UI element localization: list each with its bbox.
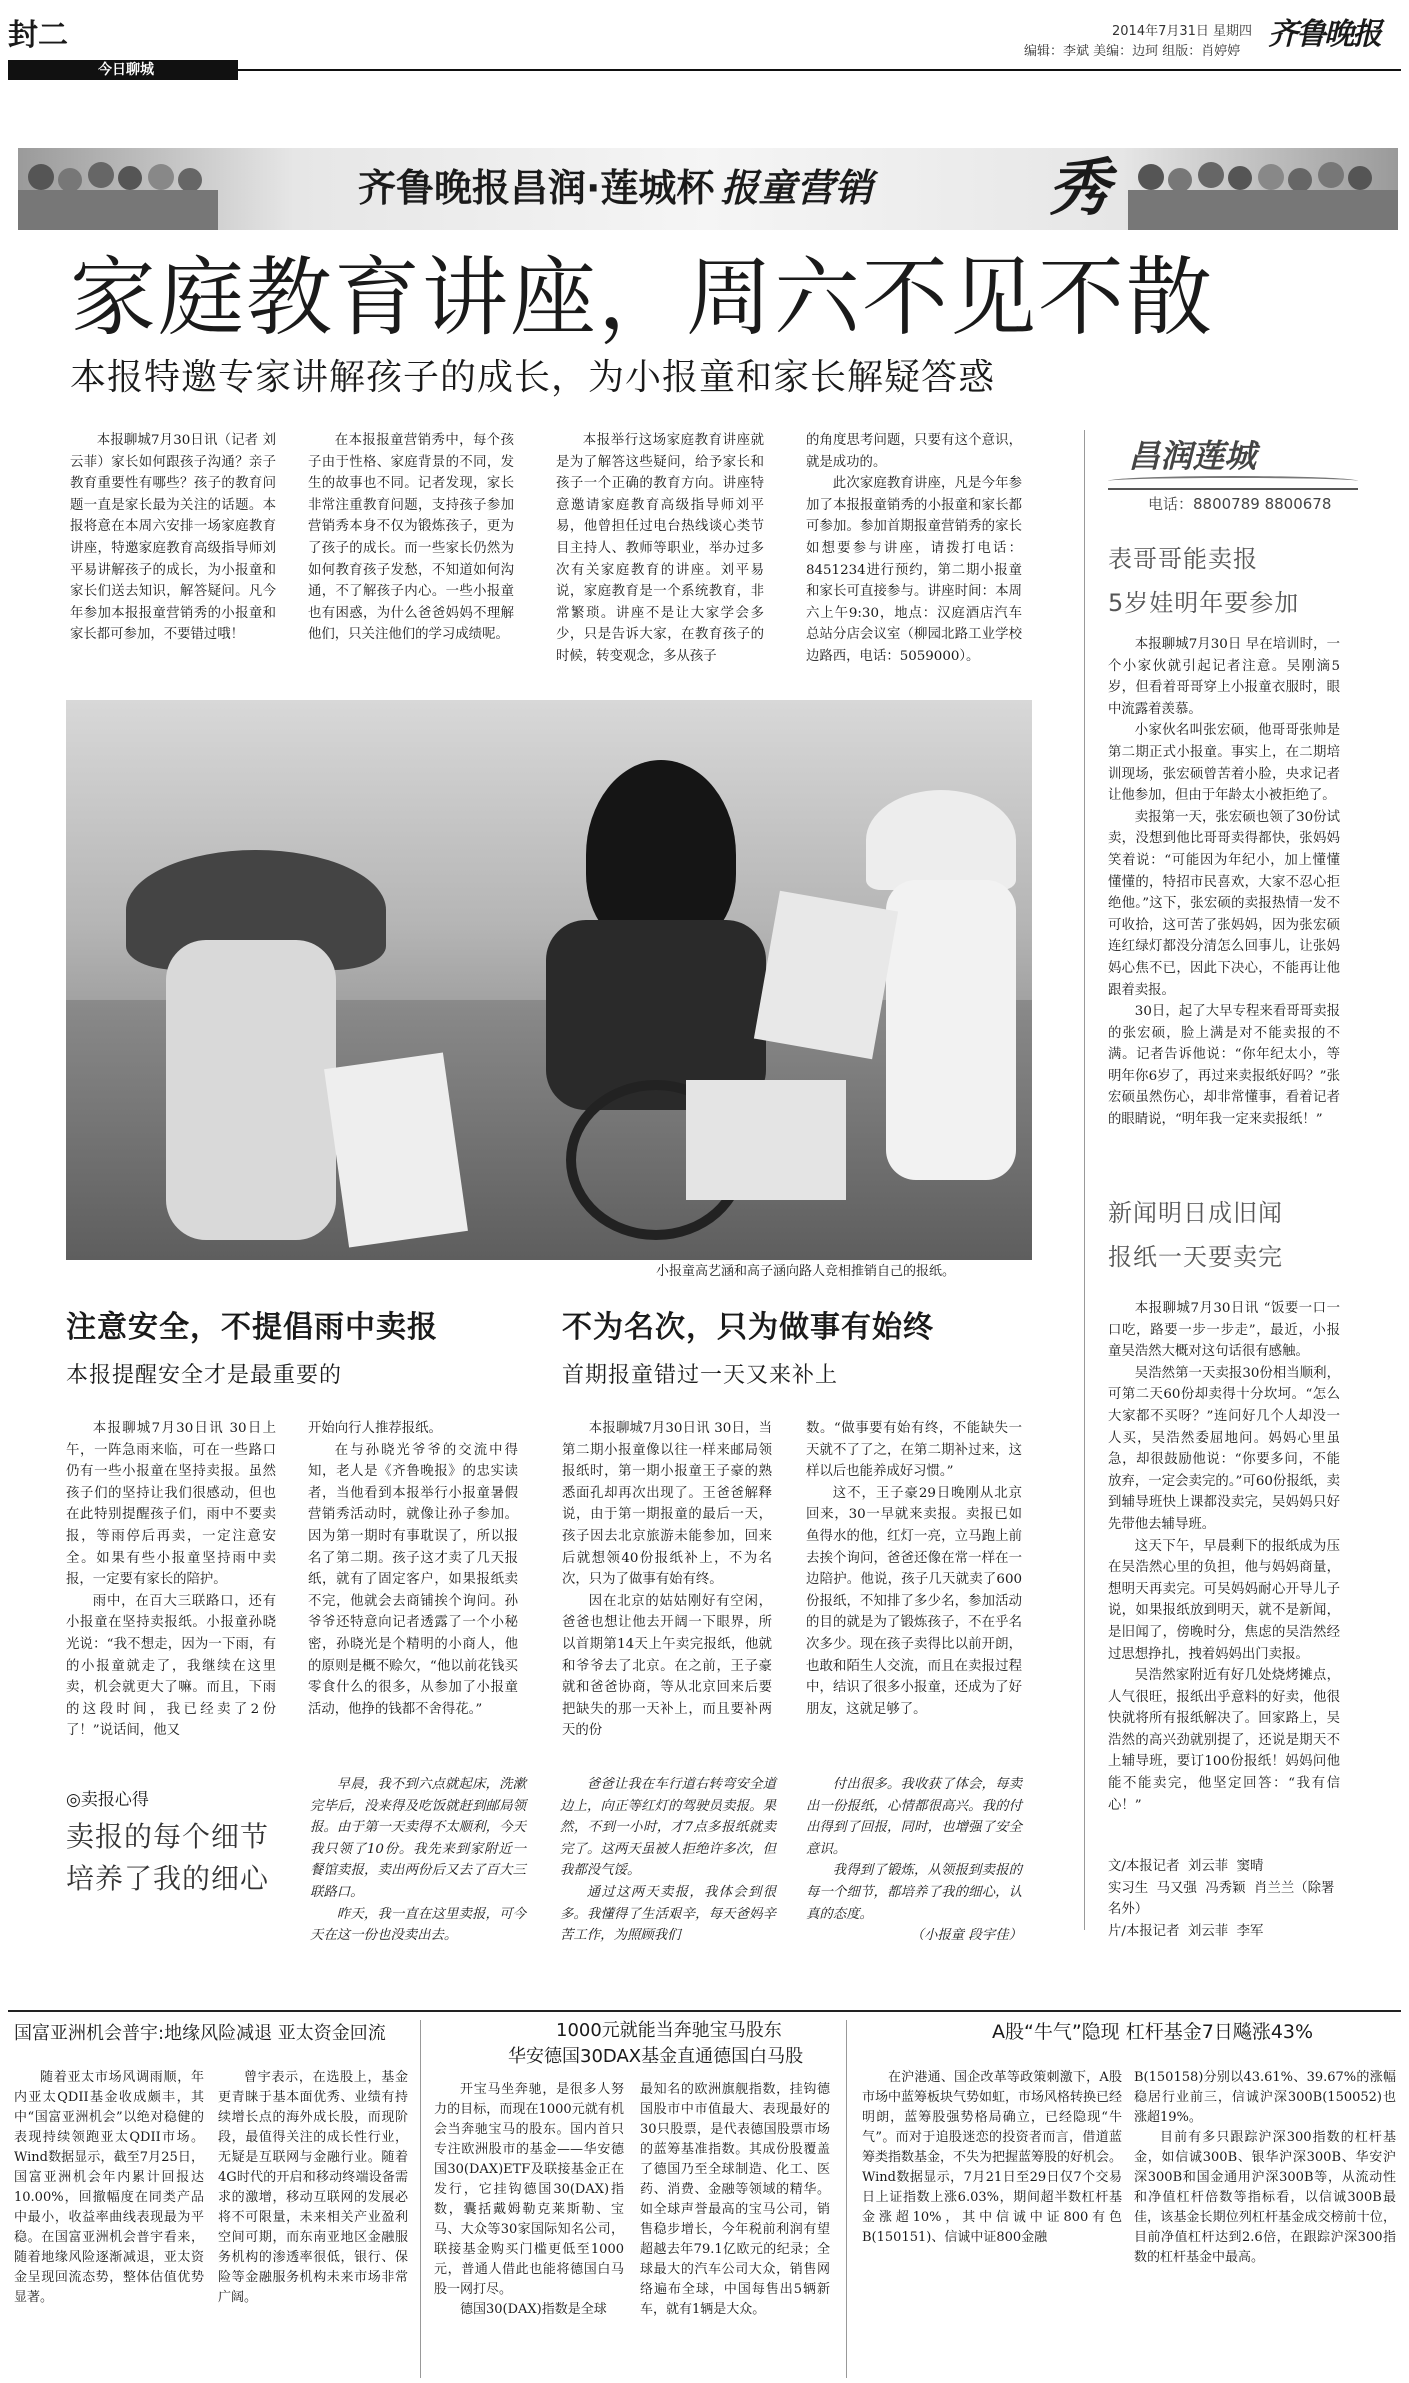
banner-title-emphasis: 报童营销 [720, 166, 873, 210]
main-story-col4: 的角度思考问题，只要有这个意识，就是成功的。 此次家庭教育讲座，凡是今年参加了本报报童销秀的小报童和家长都可参加。参加首期报童营销秀的家长如想要参与讲座，请拨打电话：8451234进行预约，第二期小报童和家长可直接参与。讲座时间：本周六上午9:30，地点：汉庭酒店汽车总站分店会议室（柳园北路工业学校边路西，电话：5059000）。 [806, 433, 1022, 664]
banner-title: 齐鲁晚报昌润·莲城杯 报童营销 [358, 166, 873, 210]
finance-c-col2: B(150158)分别以43.61%、39.67%的涨幅稳居行业前三，信诚沪深300B(150052)也涨超19%。 目前有多只跟踪沪深300指数的杠杆基金，如信诚300B、银华沪深300B、华安沪深300B和国金通用沪深300B等，从流动性和净值杠杆倍数等指标看，以信诚300B最佳，该基金长期位列杠杆基金成交榜前十位，目前净值杠杆达到2.6倍，在跟踪沪深300指数的杠杆基金中最高。 [1134, 2070, 1396, 2265]
finance-a-title: 国富亚洲机会普宇:地缘风险减退 亚太资金回流 [14, 2023, 386, 2044]
persistence-headline: 不为名次，只为做事有始终 [562, 1310, 934, 1345]
sidebar-story2: 本报聊城7月30日讯 “饭要一口一口吃，路要一步一步走”，最近，小报童吴浩然大概对这句话很有感触。 吴浩然第一天卖报30份相当顺利，可第二天60份却卖得十分坎坷。“怎么大家都不买呀？”连问好几个人却没一人买，吴浩然委屈地问。妈妈心里虽急，却很鼓励他说：“你要多问，不能放弃，一定会卖完的。”可60份报纸，卖到辅导班快上课都没卖完，吴妈妈只好先带他去辅导班。 这天下午，早晨剩下的报纸成为压在吴浩然心里的负担，他与妈妈商量，想明天再卖完。可吴妈妈耐心开导儿子说，如果报纸放到明天，就不是新闻，是旧闻了，傍晚时分，焦虑的吴浩然经过思想挣扎，拽着妈妈出门卖报。 吴浩然家附近有好几处烧烤摊点，人气很旺，报纸出乎意料的好卖，他很快就将所有报纸解决了。回家路上，吴浩然的高兴劲就别提了，还说是期天不上辅导班，要订100份报纸！妈妈问他能不能卖完，他坚定回答：“我有信心！” [1108, 1301, 1340, 1813]
main-subheadline: 本报特邀专家讲解孩子的成长，为小报童和家长解疑答惑 [70, 357, 996, 398]
safety-col2: 开始向行人推荐报纸。 在与孙晓光爷爷的交流中得知，老人是《齐鲁晚报》的忠实读者，当他看到本报举行小报童暑假营销秀活动时，就像让孙子参加。因为第一期时有事耽误了，所以报名了第二期。孩子这才卖了几天报纸，就有了固定客户，如果报纸卖不完，他就会去商铺挨个询问。孙爷爷还特意向记者透露了一个小秘密，孙晓光是个精明的小商人，他的原则是概不赊欠，“他以前花钱买零食什么的很多，从参加了小报童活动，他挣的钱都不舍得花。” [308, 1421, 518, 1717]
editor-credits: 编辑：李斌 美编：边珂 组版：肖婷婷 [1024, 44, 1241, 59]
finance-a-col2: 曾宇表示，在选股上，基金更青睐于基本面优秀、业绩有持续增长点的海外成长股，而现阶段，最值得关注的成长性行业，无疑是互联网与金融行业。随着4G时代的开启和移动终端设备需求的激增，移动互联网的发展必将不可限量，未来相关产业盈利空间可期，而东南亚地区金融服务机构的渗透率很低，银行、保险等金融服务机构未来市场非常广阔。 [218, 2070, 408, 2305]
finance-divider-2 [846, 2020, 847, 2378]
banner-calligraphy-mark: 秀 [1048, 151, 1111, 224]
xinde-title-line2: 培养了我的细心 [66, 1862, 270, 1895]
section-subtitle: 今日聊城 [98, 62, 154, 78]
banner [18, 148, 1398, 230]
main-headline: 家庭教育讲座，周六不见不散 [70, 248, 1214, 348]
xinde-label: ◎卖报心得 [66, 1790, 149, 1810]
main-story-col2: 在本报报童营销秀中，每个孩子由于性格、家庭背景的不同，发生的故事也不同。记者发现，家长非常注重教育问题，支持孩子参加营销秀本身不仅为锻炼孩子，更为了孩子的成长。而一些家长仍然为如何教育孩子发愁，不知道如何沟通，不了解孩子内心。一些小报童也有困惑，为什么爸爸妈妈不理解他们，只关注他们的学习成绩呢。 [308, 433, 514, 643]
issue-date: 2014年7月31日 星期四 [1112, 24, 1253, 39]
sidebar-phone: 电话：8800789 8800678 [1148, 495, 1332, 513]
newspaper-logo: 齐鲁晚报 [1268, 17, 1380, 52]
persistence-col2: 数。“做事要有始有终，不能缺失一天就不了了之，在第二期补过来，这样以后也能养成好习惯。” 这不，王子豪29日晚刚从北京回来，30一早就来卖报。卖报已如鱼得水的他，红灯一亮，立马跑上前去挨个询问，爸爸还像在常一样在一边陪护。他说，孩子几天就卖了600份报纸，不知排了多少名，参加活动的目的就是为了锻炼孩子，不在乎名次多少。现在孩子卖得比以前开朗，也敢和陌生人交流，而且在卖报过程中，结识了很多小报童，还成为了好朋友，这就足够了。 [806, 1421, 1022, 1717]
main-story-col3: 本报举行这场家庭教育讲座就是为了解答这些疑问，给予家长和孩子一个正确的教育方向。讲座特意邀请家庭教育高级指导师刘平易，他曾担任过电台热线谈心类节目主持人、教师等职业，举办过多次有关家庭教育的讲座。刘平易说，家庭教育是一个系统教育，非常繁琐。讲座不是让大家学会多少，只是告诉大家，在教育孩子的时候，转变观念，多从孩子 [556, 433, 764, 664]
xinde-col3: 付出很多。我收获了体会，每卖出一份报纸，心情都很高兴。我的付出得到了回报，同时，也增强了安全意识。 我得到了锻炼，从领报到卖报的每一个细节，都培养了我的细心，认真的态度。 （小报童 段宇佳） [806, 1777, 1022, 1944]
safety-subheadline: 本报提醒安全才是最重要的 [66, 1363, 343, 1388]
xinde-col2: 爸爸让我在车行道右转弯安全道边上，向正等红灯的驾驶员卖报。果然，不到一小时，才7点多报纸就卖完了。这两天虽被人拒绝许多次，但我都没气馁。 通过这两天卖报，我体会到很多。我懂得了生活艰辛，每天爸妈辛苦工作，为照顾我们 [560, 1777, 776, 1944]
persistence-col1: 本报聊城7月30日讯 30日，当第二期小报童像以往一样来邮局领报纸时，第一期小报童王子豪的熟悉面孔却再次出现了。王爸爸解释说，由于第一期报童的最后一天，孩子因去北京旅游未能参加，回来后就想领40份报纸补上，不为名次，只为了做事有始有终。 因在北京的姑姑刚好有空闲，爸爸也想让他去开阔一下眼界，所以首期第14天上午卖完报纸，他就和爷爷去了北京。在之前，王子豪就和爸爸协商，等从北京回来后要把缺失的那一天补上，而且要补两天的份 [562, 1421, 772, 1739]
xinde-title-line1: 卖报的每个细节 [66, 1820, 270, 1853]
finance-c-col1: 在沪港通、国企改革等政策刺激下，A股市场中蓝筹板块气势如虹，市场风格转换已经明朗，蓝筹股强势格局确立，已经隐现“牛气”。而对于追股迷恋的投资者而言，借道蓝筹类指数基金，不失为把握蓝筹股的好机会。Wind数据显示，7月21日至29日仅7个交易日上证指数上涨6.03%，期间超半数杠杆基金涨超10%，其中信诚中证800有色B(150151)、信诚中证800金融 [862, 2070, 1123, 2245]
safety-col1: 本报聊城7月30日讯 30日上午，一阵急雨来临，可在一些路口仍有一些小报童在坚持卖报。虽然孩子们的坚持让我们很感动，但也在此特别提醒孩子们，雨中不要卖报，等雨停后再卖，一定注意安全。如果有些小报童坚持雨中卖报，一定要有家长的陪护。 雨中，在百大三联路口，还有小报童在坚持卖报纸。小报童孙晓光说：“我不想走，因为一下雨，有的小报童就走了，我继续在这里卖，机会就更大了嘛。而且，下雨的这段时间，我已经卖了2份了！”说话间，他又 [66, 1421, 276, 1739]
main-photo-caption: 小报童高艺涵和高子涵向路人竞相推销自己的报纸。 [656, 1264, 956, 1279]
sidebar-logo: 昌润莲城 [1108, 432, 1358, 490]
main-story-col1: 本报聊城7月30日讯（记者 刘云菲）家长如何跟孩子沟通？亲子教育重要性有哪些？孩子的教育问题一直是家长最为关注的话题。本报将意在本周六安排一场家庭教育讲座，特邀家庭教育高级指导师刘平易讲解孩子的成长，为小报童和家长们送去知识，解答疑问。凡今年参加本报报童营销秀的小报童和家长都可参加，不要错过哦！ [70, 433, 276, 643]
finance-b-title2: 华安德国30DAX基金直通德国白马股 [508, 2046, 804, 2067]
sidebar-divider [1084, 430, 1085, 1930]
sidebar-credits: 文/本报记者 刘云菲 窦晴 实习生 马又强 冯秀颖 肖兰兰（除署名外） 片/本报记者 刘云菲 李军 [1108, 1859, 1335, 1939]
main-photo [66, 700, 1032, 1260]
finance-b-col2: 最知名的欧洲旗舰指数，挂钩德国股市中市值最大、表现最好的30只股票，是代表德国股票市场的蓝筹基准指数。其成份股覆盖了德国乃至全球制造、化工、医药、消费、金融等领域的精华。如全球声誉最高的宝马公司，销售稳步增长，今年税前利润有望超越去年79.1亿欧元的纪录；全球最大的汽车公司大众，销售网络遍布全球，中国每售出5辆新车，就有1辆是大众。 [640, 2082, 830, 2317]
xinde-col1: 早晨，我不到六点就起床，洗漱完毕后，没来得及吃饭就赶到邮局领报。由于第一天卖得不太顺利，今天我只领了10份。我先来到家附近一餐馆卖报，卖出两份后又去了百大三联路口。 昨天，我一直在这里卖报，可今天在这一份也没卖出去。 [310, 1777, 526, 1944]
finance-c-title: A股“牛气”隐现 杠杆基金7日飚涨43% [992, 2021, 1314, 2043]
sidebar-story1: 本报聊城7月30日 早在培训时，一个小家伙就引起记者注意。吴刚滴5岁，但看着哥哥穿上小报童衣服时，眼中流露着羡慕。 小家伙名叫张宏硕，他哥哥张帅是第二期正式小报童。事实上，在二期培训现场，张宏硕曾苦着小脸，央求记者让他参加，但由于年龄太小被拒绝了。 卖报第一天，张宏硕也领了30份试卖，没想到他比哥哥卖得都快，张妈妈笑着说：“可能因为年纪小，加上懂懂懂懂的，特招市民喜欢，大家不忍心拒绝他。”这下，张宏硕的卖报热情一发不可收拾，这可苦了张妈妈，因为张宏硕连红绿灯都没分清怎么回事儿，让张妈妈心焦不已，因此下决心，不能再让他跟着卖报。 30日，起了大早专程来看哥哥卖报的张宏硕，脸上满是对不能卖报的不满。记者告诉他说：“你年纪太小，等明年你6岁了，再过来卖报纸好吗？”张宏硕虽然伤心，却非常懂事，看着记者的眼睛说，“明年我一定来卖报纸！” [1108, 637, 1340, 1128]
sidebar-t2b: 报纸一天要卖完 [1108, 1243, 1283, 1271]
sidebar-t2a: 新闻明日成旧闻 [1108, 1199, 1283, 1227]
safety-headline: 注意安全，不提倡雨中卖报 [66, 1310, 438, 1345]
persistence-subheadline: 首期报童错过一天又来补上 [562, 1363, 839, 1388]
sidebar-t1a: 表哥哥能卖报 [1108, 545, 1258, 573]
sidebar-t1b: 5岁娃明年要参加 [1108, 589, 1300, 617]
finance-b-col1: 开宝马坐奔驰，是很多人努力的目标，而现在1000元就有机会当奔驰宝马的股东。国内首只专注欧洲股市的基金——华安德国30(DAX)ETF及联接基金正在发行，它挂钩德国30(DAX)指数，囊括戴姆勒克莱斯勒、宝马、大众等30家国际知名公司，联接基金购买门槛更低至1000元，普通人借此也能将德国白马股一网打尽。 德国30(DAX)指数是全球 [434, 2082, 624, 2317]
finance-top-rule [8, 2010, 1401, 2012]
finance-b-title1: 1000元就能当奔驰宝马股东 [556, 2020, 782, 2041]
section-name: 封二 [8, 18, 68, 53]
finance-a-col1: 随着亚太市场风调雨顺，年内亚太QDII基金收成颇丰，其中“国富亚洲机会”以绝对稳健的表现持续领跑亚太QDII市场。Wind数据显示，截至7月25日，国富亚洲机会年内累计回报达10.00%，回撤幅度在同类产品中最小，收益率曲线表现最为平稳。在国富亚洲机会普宇看来，随着地缘风险逐渐减退，亚太资金呈现回流态势，整体估值优势显著。 [14, 2070, 204, 2305]
section-tab [8, 60, 1401, 80]
finance-divider-1 [420, 2020, 421, 2378]
